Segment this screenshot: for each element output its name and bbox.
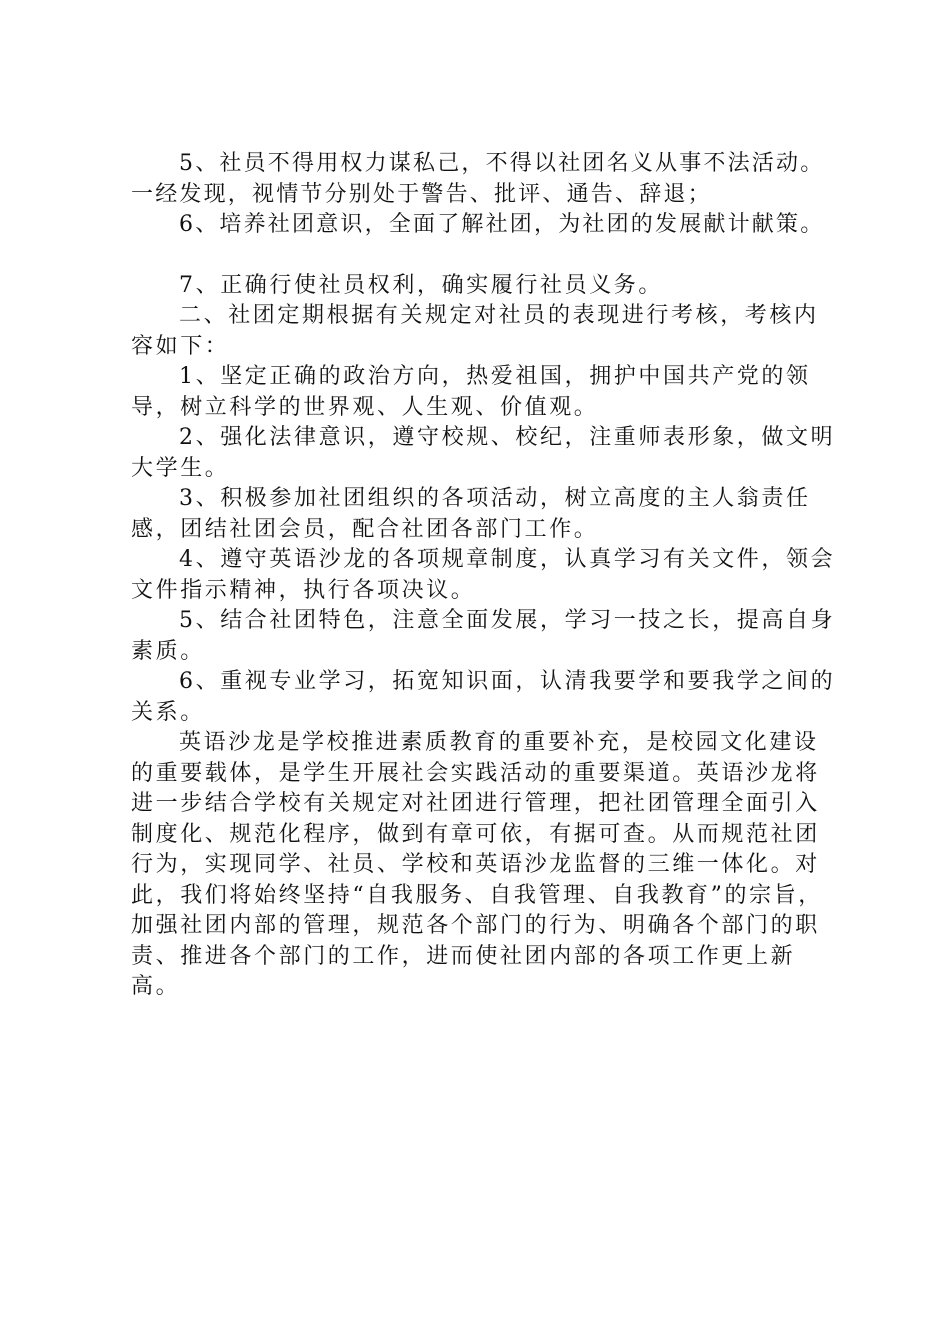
assessment-item-4: 4、遵守英语沙龙的各项规章制度，认真学习有关文件，领会文件指示精神，执行各项决议。 [131,547,836,603]
document-body [131,149,841,1003]
paragraph-rule-5: 5、社员不得用权力谋私己，不得以社团名义从事不法活动。一经发现，视情节分别处于警告、批评、通告、辞退； [131,151,825,207]
assessment-item-3: 3、积极参加社团组织的各项活动，树立高度的主人翁责任感，团结社团会员，配合社团各部门工作。 [131,486,811,542]
paragraph-rule-7: 7、正确行使社员权利，确实履行社员义务。 [179,272,663,298]
assessment-item-5: 5、结合社团特色，注意全面发展，学习一技之长，提高自身素质。 [131,608,836,664]
closing-paragraph: 英语沙龙是学校推进素质教育的重要补充，是校园文化建设的重要载体，是学生开展社会实践活动的重要渠道。英语沙龙将进一步结合学校有关规定对社团进行管理，把社团管理全面引入制度化、规范化程序，做到有章可依，有据可查。从而规范社团行为，实现同学、社员、学校和英语沙龙监督的三维一体化。对此，我们将始终坚持“自我服务、自我管理、自我教育”的宗旨，加强社团内部的管理，规范各个部门的行为、明确各个部门的职责、推进各个部门的工作，进而使社团内部的各项工作更上新高。 [131,730,823,999]
paragraph-rule-6: 6、培养社团意识，全面了解社团，为社团的发展献计献策。 [179,212,825,237]
assessment-item-2: 2、强化法律意识，遵守校规、校纪，注重师表形象，做文明大学生。 [131,425,836,481]
assessment-item-1: 1、坚定正确的政治方向，热爱祖国，拥护中国共产党的领导，树立科学的世界观、人生观、价值观。 [131,364,811,420]
assessment-item-6: 6、重视专业学习，拓宽知识面，认清我要学和要我学之间的关系。 [131,669,836,725]
paragraph-gap [131,241,841,271]
section-heading-2: 二、社团定期根据有关规定对社员的表现进行考核，考核内容如下： [131,303,819,359]
